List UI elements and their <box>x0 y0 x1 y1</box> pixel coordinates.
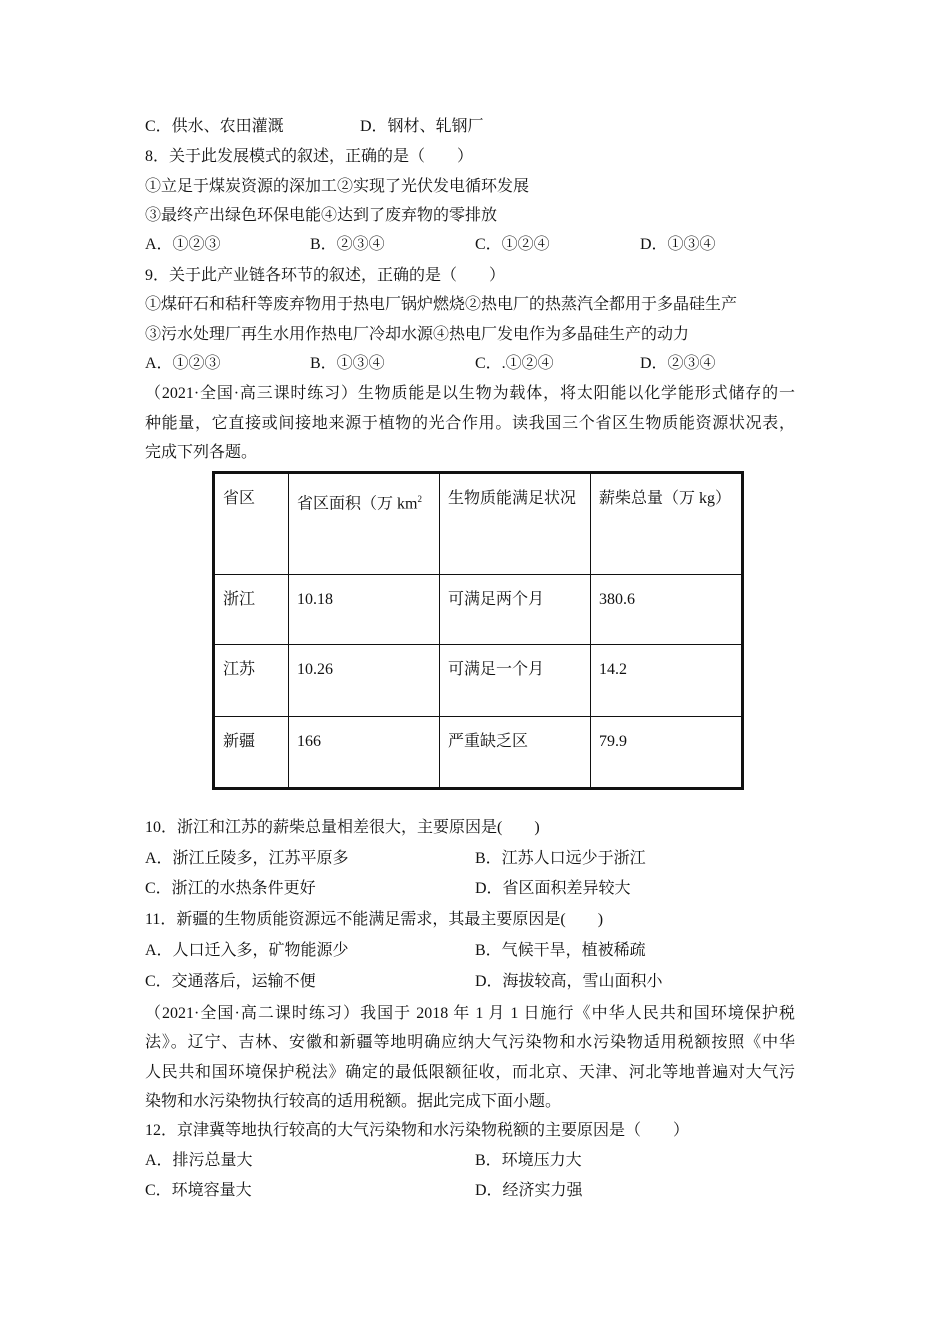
cell: 新疆 <box>214 717 289 789</box>
table-row <box>214 645 743 717</box>
q10-option-c: C．浙江的水热条件更好 <box>145 880 316 897</box>
q8-option-d: D．①③④ <box>640 236 716 253</box>
q9-option-d: D．②③④ <box>640 355 716 372</box>
q8-option-c: C．①②④ <box>475 236 550 253</box>
q11-stem: 11．新疆的生物质能资源远不能满足需求，其最主要原因是( ) <box>145 911 604 928</box>
cell: 10.26 <box>289 645 440 717</box>
q8-option-b: B．②③④ <box>310 236 385 253</box>
cell: 79.9 <box>591 717 743 789</box>
table-row <box>214 575 743 645</box>
q7-option-d: D．钢材、轧钢厂 <box>360 118 484 135</box>
q8-option-a: A．①②③ <box>145 236 221 253</box>
q12-option-d: D．经济实力强 <box>475 1182 583 1199</box>
q9-option-c: C．.①②④ <box>475 355 554 372</box>
passage1-line: （2021·全国·高三课时练习）生物质能是以生物为载体，将太阳能以化学能形式储存的一 <box>145 385 795 402</box>
header-superscript: 2 <box>417 494 422 504</box>
q8-statement-1: ①立足于煤炭资源的深加工②实现了光伏发电循环发展 <box>145 178 530 195</box>
cell: 可满足一个月 <box>440 645 591 717</box>
q9-stem: 9．关于此产业链各环节的叙述，正确的是（ ） <box>145 267 506 284</box>
passage2-line: 染物和水污染物执行较高的适用税额。据此完成下面小题。 <box>145 1093 562 1110</box>
header-cell <box>289 473 440 575</box>
q10-option-b: B．江苏人口远少于浙江 <box>475 850 646 867</box>
q9-option-a: A．①②③ <box>145 355 221 372</box>
cell: 江苏 <box>214 645 289 717</box>
biomass-table <box>212 471 744 790</box>
q10-option-a: A．浙江丘陵多，江苏平原多 <box>145 850 349 867</box>
q8-stem: 8．关于此发展模式的叙述，正确的是（ ） <box>145 148 474 165</box>
header-text: 省区面积（万 km <box>297 495 418 513</box>
q7-option-c: C．供水、农田灌溉 <box>145 118 284 135</box>
header-cell: 生物质能满足状况 <box>440 473 591 575</box>
cell: 浙江 <box>214 575 289 645</box>
header-cell: 薪柴总量（万 kg） <box>591 473 743 575</box>
q11-option-b: B．气候干旱，植被稀疏 <box>475 942 646 959</box>
passage1-line: 完成下列各题。 <box>145 444 258 461</box>
q10-stem: 10．浙江和江苏的薪柴总量相差很大，主要原因是( ) <box>145 819 540 836</box>
passage1-line: 种能量，它直接或间接地来源于植物的光合作用。读我国三个省区生物质能资源状况表， <box>145 415 795 432</box>
cell: 380.6 <box>591 575 743 645</box>
cell: 14.2 <box>591 645 743 717</box>
q9-statement-1: ①煤矸石和秸秆等废弃物用于热电厂锅炉燃烧②热电厂的热蒸汽全都用于多晶硅生产 <box>145 296 738 313</box>
cell: 可满足两个月 <box>440 575 591 645</box>
cell: 严重缺乏区 <box>440 717 591 789</box>
q9-statement-2: ③污水处理厂再生水用作热电厂冷却水源④热电厂发电作为多晶硅生产的动力 <box>145 326 690 343</box>
table-header-row <box>214 473 743 575</box>
cell: 10.18 <box>289 575 440 645</box>
q12-stem: 12．京津冀等地执行较高的大气污染物和水污染物税额的主要原因是（ ） <box>145 1122 690 1139</box>
q11-option-c: C．交通落后，运输不便 <box>145 973 316 990</box>
q12-option-c: C．环境容量大 <box>145 1182 252 1199</box>
passage2-line: 人民共和国环境保护税法》确定的最低限额征收，而北京、天津、河北等地普遍对大气污 <box>145 1064 795 1081</box>
cell: 166 <box>289 717 440 789</box>
q12-option-a: A．排污总量大 <box>145 1152 253 1169</box>
header-cell: 省区 <box>214 473 289 575</box>
q12-option-b: B．环境压力大 <box>475 1152 582 1169</box>
passage2-line: 法》。辽宁、吉林、安徽和新疆等地明确应纳大气污染物和水污染物适用税额按照《中华 <box>145 1034 795 1051</box>
q9-option-b: B．①③④ <box>310 355 385 372</box>
table-row <box>214 717 743 789</box>
q11-option-a: A．人口迁入多，矿物能源少 <box>145 942 349 959</box>
q10-option-d: D．省区面积差异较大 <box>475 880 631 897</box>
passage2-line: （2021·全国·高二课时练习）我国于 2018 年 1 月 1 日施行《中华人民共和国环境保护税 <box>145 1005 795 1022</box>
q11-option-d: D．海拔较高，雪山面积小 <box>475 973 663 990</box>
q8-statement-2: ③最终产出绿色环保电能④达到了废弃物的零排放 <box>145 207 498 224</box>
